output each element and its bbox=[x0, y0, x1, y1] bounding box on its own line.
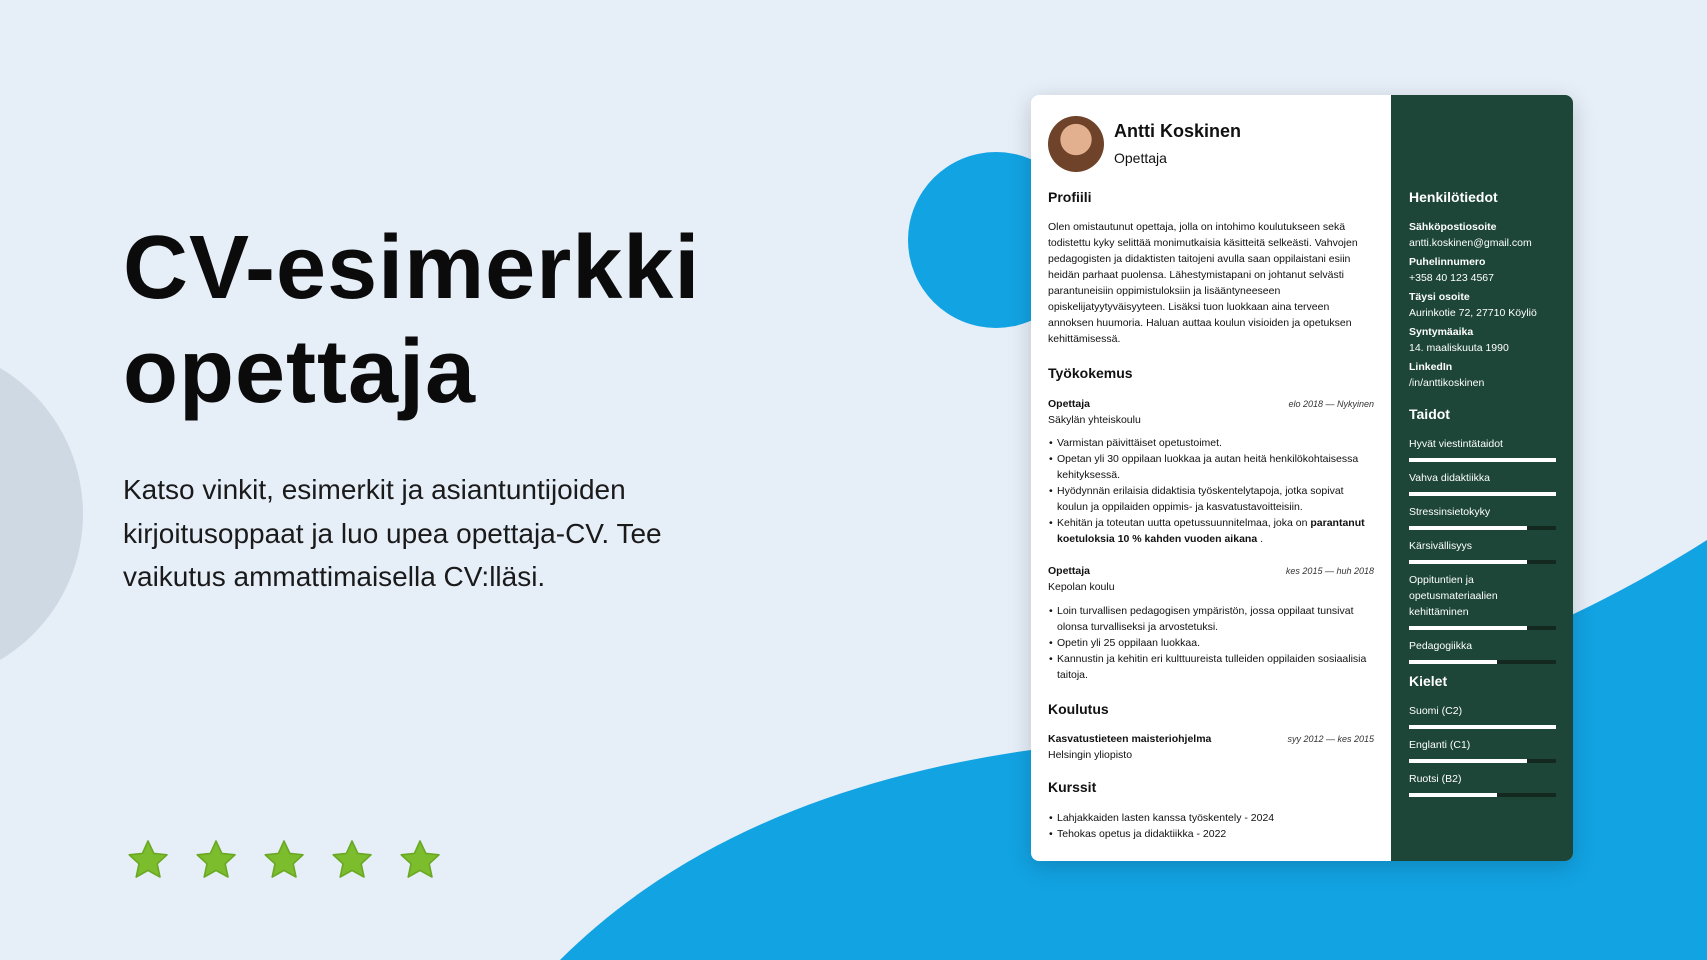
personal-value: /in/anttikoskinen bbox=[1409, 377, 1485, 389]
skill-item bbox=[1409, 436, 1556, 462]
level-bar bbox=[1409, 526, 1556, 530]
job-title: Opettaja bbox=[1048, 398, 1091, 410]
skill-name: Pedagogiikka bbox=[1409, 640, 1473, 652]
section-heading-skills: Taidot bbox=[1409, 406, 1450, 422]
course-item: • Lahjakkaiden lasten kanssa työskentely - 2024 bbox=[1048, 810, 1374, 826]
title-line: CV-esimerkki bbox=[123, 218, 701, 318]
cv-sidebar bbox=[1391, 95, 1573, 861]
languages-list bbox=[1409, 703, 1556, 797]
level-bar bbox=[1409, 492, 1556, 496]
personal-value: Aurinkotie 72, 27710 Köyliö bbox=[1409, 307, 1537, 319]
star-icon bbox=[192, 836, 240, 884]
level-bar-fill bbox=[1409, 660, 1497, 664]
skill-name: Stressinsietokyky bbox=[1409, 506, 1491, 518]
personal-item bbox=[1409, 324, 1556, 356]
cv-header bbox=[1048, 116, 1374, 172]
degree: Kasvatustieteen maisteriohjelma bbox=[1048, 733, 1212, 745]
level-bar bbox=[1409, 458, 1556, 462]
star-icon bbox=[396, 836, 444, 884]
cv-role: Opettaja bbox=[1114, 150, 1167, 166]
level-bar-fill bbox=[1409, 759, 1527, 763]
job-bullet: • Kannustin ja kehitin eri kulttuureista tulleiden oppilaiden sosiaalisia taitoja. bbox=[1048, 651, 1374, 683]
personal-value: +358 40 123 4567 bbox=[1409, 272, 1494, 284]
level-bar-fill bbox=[1409, 793, 1497, 797]
section-heading-education: Koulutus bbox=[1048, 701, 1109, 717]
cv-preview bbox=[1031, 95, 1573, 861]
star-icon bbox=[124, 836, 172, 884]
lead-line: vaikutus ammattimaisella CV:lläsi. bbox=[123, 561, 546, 592]
job-bullets bbox=[1048, 603, 1374, 683]
skill-name: Kärsivällisyys bbox=[1409, 540, 1473, 552]
job-employer: Kepolan koulu bbox=[1048, 581, 1115, 593]
lead-line: Katso vinkit, esimerkit ja asiantuntijoiden bbox=[123, 474, 626, 505]
job-bullet: • Loin turvallisen pedagogisen ympäristön, jossa oppilaat tunsivat olonsa turvalliseksi ja arvostetuksi. bbox=[1048, 603, 1374, 635]
level-bar bbox=[1409, 725, 1556, 729]
language-item bbox=[1409, 737, 1556, 763]
personal-item bbox=[1409, 359, 1556, 391]
skill-item bbox=[1409, 470, 1556, 496]
skill-item bbox=[1409, 638, 1556, 664]
language-name: Englanti (C1) bbox=[1409, 739, 1471, 751]
job-entry bbox=[1048, 396, 1374, 547]
grey-circle-decoration bbox=[0, 344, 83, 684]
personal-label: Täysi osoite bbox=[1409, 291, 1470, 303]
job-bullet: • Hyödynnän erilaisia didaktisia työskentelytapoja, jotka sopivat koulun ja oppilaiden oppimis- ja kasvatustavoitteisiin. bbox=[1048, 483, 1374, 515]
bullet-text: . bbox=[1257, 533, 1263, 545]
personal-label: Sähköpostiosoite bbox=[1409, 221, 1497, 233]
language-item bbox=[1409, 771, 1556, 797]
section-heading-profile: Profiili bbox=[1048, 189, 1092, 205]
lead-paragraph bbox=[123, 468, 662, 599]
skill-name: Oppituntien ja opetusmateriaalien kehittäminen bbox=[1409, 574, 1498, 618]
skill-item bbox=[1409, 504, 1556, 530]
level-bar bbox=[1409, 560, 1556, 564]
education-entry bbox=[1048, 731, 1374, 763]
personal-label: Puhelinnumero bbox=[1409, 256, 1486, 268]
level-bar-fill bbox=[1409, 626, 1527, 630]
skill-name: Vahva didaktiikka bbox=[1409, 472, 1490, 484]
level-bar-fill bbox=[1409, 492, 1556, 496]
job-bullet: • Opetin yli 25 oppilaan luokkaa. bbox=[1048, 635, 1374, 651]
cv-main-column bbox=[1031, 95, 1391, 861]
job-dates: kes 2015 — huh 2018 bbox=[1285, 566, 1374, 576]
section-heading-work: Työkokemus bbox=[1048, 365, 1133, 381]
lead-line: kirjoitusoppaat ja luo upea opettaja-CV. Tee bbox=[123, 517, 662, 549]
courses-list bbox=[1048, 810, 1374, 842]
level-bar bbox=[1409, 626, 1556, 630]
personal-value: antti.koskinen@gmail.com bbox=[1409, 237, 1532, 249]
cv-name: Antti Koskinen bbox=[1114, 121, 1242, 141]
avatar bbox=[1048, 116, 1104, 172]
job-bullet bbox=[1048, 515, 1374, 547]
job-dates: elo 2018 — Nykyinen bbox=[1288, 399, 1374, 409]
skill-name: Hyvät viestintätaidot bbox=[1409, 438, 1503, 450]
job-bullet: • Varmistan päivittäiset opetustoimet. bbox=[1048, 435, 1374, 451]
skills-list bbox=[1409, 436, 1556, 664]
skill-item bbox=[1409, 572, 1556, 630]
profile-text: Olen omistautunut opettaja, jolla on intohimo koulutukseen sekä todistettu kyky selittää monimutkaisia käsitteitä selkeästi. Vahvojen pedagogisten ja didaktisten taitojeni avulla saan oppilaistani esiin heidän parhaat puolensa. Lähestymistapani on johtanut selvästi parantuneisiin oppimistuloksiin ja lisääntyneeseen opiskelijatyytyväisyyteen. Lisäksi tuon luokkaan aina terveen annoksen huumoria. Haluan auttaa koulun visioiden ja opetuksen kehittämisessä. bbox=[1048, 221, 1358, 345]
language-item bbox=[1409, 703, 1556, 729]
language-name: Ruotsi (B2) bbox=[1409, 773, 1462, 785]
level-bar-fill bbox=[1409, 526, 1527, 530]
section-heading-courses: Kurssit bbox=[1048, 779, 1097, 795]
job-bullets bbox=[1048, 435, 1374, 547]
level-bar bbox=[1409, 759, 1556, 763]
job-entry bbox=[1048, 563, 1374, 683]
star-icon bbox=[328, 836, 376, 884]
bullet-highlight: parantanut koetuloksia 10 % kahden vuoden aikana bbox=[1057, 517, 1365, 545]
personal-label: Syntymäaika bbox=[1409, 326, 1474, 338]
personal-label: LinkedIn bbox=[1409, 361, 1453, 373]
level-bar-fill bbox=[1409, 725, 1556, 729]
section-heading-languages: Kielet bbox=[1409, 673, 1448, 689]
job-title: Opettaja bbox=[1048, 565, 1091, 577]
level-bar-fill bbox=[1409, 560, 1527, 564]
level-bar-fill bbox=[1409, 458, 1556, 462]
page-title bbox=[123, 216, 700, 424]
language-name: Suomi (C2) bbox=[1409, 705, 1463, 717]
star-icon bbox=[260, 836, 308, 884]
bullet-text: Kehitän ja toteutan uutta opetussuunnitelmaa, joka on bbox=[1057, 517, 1311, 529]
course-item: • Tehokas opetus ja didaktiikka - 2022 bbox=[1048, 826, 1374, 842]
star-rating bbox=[124, 836, 444, 884]
personal-value: 14. maaliskuuta 1990 bbox=[1409, 342, 1509, 354]
personal-item bbox=[1409, 219, 1556, 251]
school: Helsingin yliopisto bbox=[1048, 749, 1133, 761]
level-bar bbox=[1409, 793, 1556, 797]
skill-item bbox=[1409, 538, 1556, 564]
personal-item bbox=[1409, 289, 1556, 321]
title-line: opettaja bbox=[123, 322, 477, 422]
job-employer: Säkylän yhteiskoulu bbox=[1048, 414, 1141, 426]
level-bar bbox=[1409, 660, 1556, 664]
job-bullet: • Opetan yli 30 oppilaan luokkaa ja autan heitä henkilökohtaisessa kehityksessä. bbox=[1048, 451, 1374, 483]
section-heading-personal: Henkilötiedot bbox=[1409, 189, 1498, 205]
education-dates: syy 2012 — kes 2015 bbox=[1287, 734, 1374, 744]
personal-details bbox=[1409, 219, 1556, 391]
personal-item bbox=[1409, 254, 1556, 286]
